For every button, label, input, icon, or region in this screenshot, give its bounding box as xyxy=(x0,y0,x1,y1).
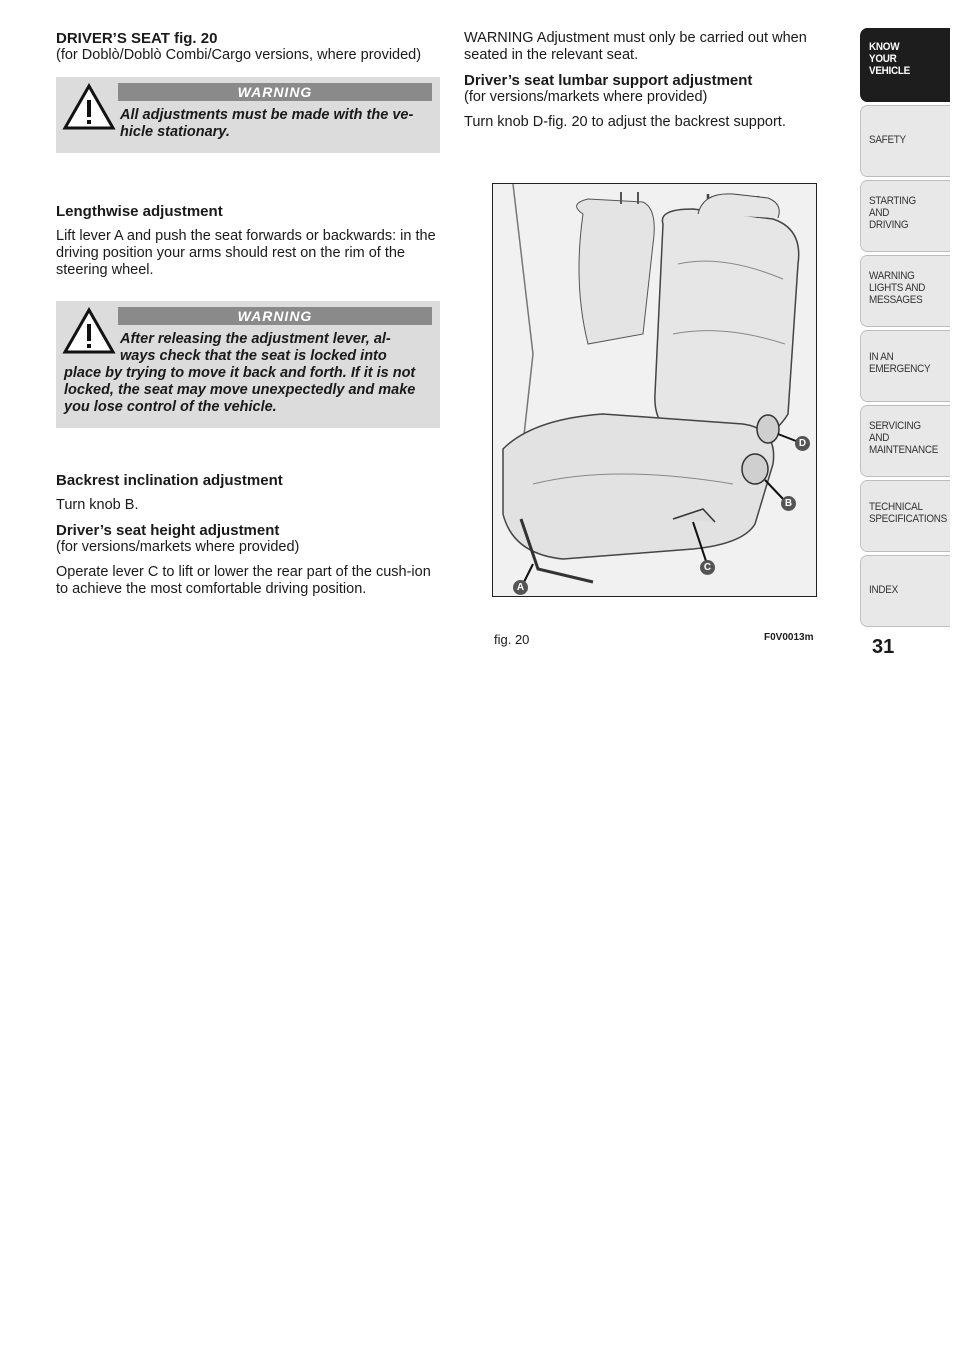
warning-box-1 xyxy=(56,77,440,153)
lengthwise-heading: Lengthwise adjustment xyxy=(56,203,223,220)
section-title: DRIVER’S SEAT fig. 20 xyxy=(56,30,218,47)
label-c-marker: C xyxy=(700,560,715,575)
backrest-text: Turn knob B. xyxy=(56,497,139,513)
tab-safety[interactable]: SAFETY xyxy=(860,105,950,177)
figure-code: F0V0013m xyxy=(764,632,814,643)
tab-index[interactable]: INDEX xyxy=(860,555,950,627)
right-column xyxy=(464,30,849,131)
label-a-marker: A xyxy=(513,580,528,595)
tab-know-your-vehicle[interactable]: KNOW YOUR VEHICLE xyxy=(860,28,950,102)
adjustment-warning-text: WARNING Adjustment must only be carried out when seated in the relevant seat. xyxy=(464,30,807,63)
figure-caption: fig. 20 xyxy=(494,632,530,647)
warning-text-line: All adjustments must be made with the ve- xyxy=(120,107,414,123)
warning-text-rest: place by trying to move it back and forth. If it is not locked, the seat may move unexpectedly and make you lose control of the vehicle. xyxy=(64,365,416,415)
tab-technical-specifications[interactable]: TECHNICAL SPECIFICATIONS xyxy=(860,480,950,552)
lumbar-subtitle: (for versions/markets where provided) xyxy=(464,89,708,105)
seat-illustration xyxy=(492,183,817,597)
tab-servicing-and-maintenance[interactable]: SERVICING AND MAINTENANCE xyxy=(860,405,950,477)
warning-box-2 xyxy=(56,301,440,428)
warning-triangle-icon xyxy=(62,83,116,131)
backrest-heading: Backrest inclination adjustment xyxy=(56,472,283,489)
tab-in-an-emergency[interactable]: IN AN EMERGENCY xyxy=(860,330,950,402)
lumbar-heading: Driver’s seat lumbar support adjustment xyxy=(464,72,753,89)
label-b-marker: B xyxy=(781,496,796,511)
seat-drawing xyxy=(493,184,816,596)
chapter-tabs xyxy=(860,28,960,630)
page-number: 31 xyxy=(872,636,895,658)
warning-label: WARNING xyxy=(118,307,432,325)
warning-text-line: hicle stationary. xyxy=(120,124,230,140)
tab-warning-lights-and-messages[interactable]: WARNING LIGHTS AND MESSAGES xyxy=(860,255,950,327)
lumbar-text: Turn knob D-fig. 20 to adjust the backrest support. xyxy=(464,114,786,130)
height-subtitle: (for versions/markets where provided) xyxy=(56,539,300,555)
label-d-marker: D xyxy=(795,436,810,451)
section-subtitle: (for Doblò/Doblò Combi/Cargo versions, where provided) xyxy=(56,47,422,63)
warning-text-line: ways check that the seat is locked into xyxy=(120,348,387,364)
warning-triangle-icon xyxy=(62,307,116,355)
warning-text-line: After releasing the adjustment lever, al- xyxy=(120,331,391,347)
warning-label: WARNING xyxy=(118,83,432,101)
height-heading: Driver’s seat height adjustment xyxy=(56,522,280,539)
tab-starting-and-driving[interactable]: STARTING AND DRIVING xyxy=(860,180,950,252)
height-text: Operate lever C to lift or lower the rear part of the cush-ion to achieve the most comfortable driving position. xyxy=(56,564,431,597)
left-column xyxy=(56,30,440,598)
lengthwise-text: Lift lever A and push the seat forwards or backwards: in the driving position your arms should rest on the rim of the steering wheel. xyxy=(56,228,436,278)
